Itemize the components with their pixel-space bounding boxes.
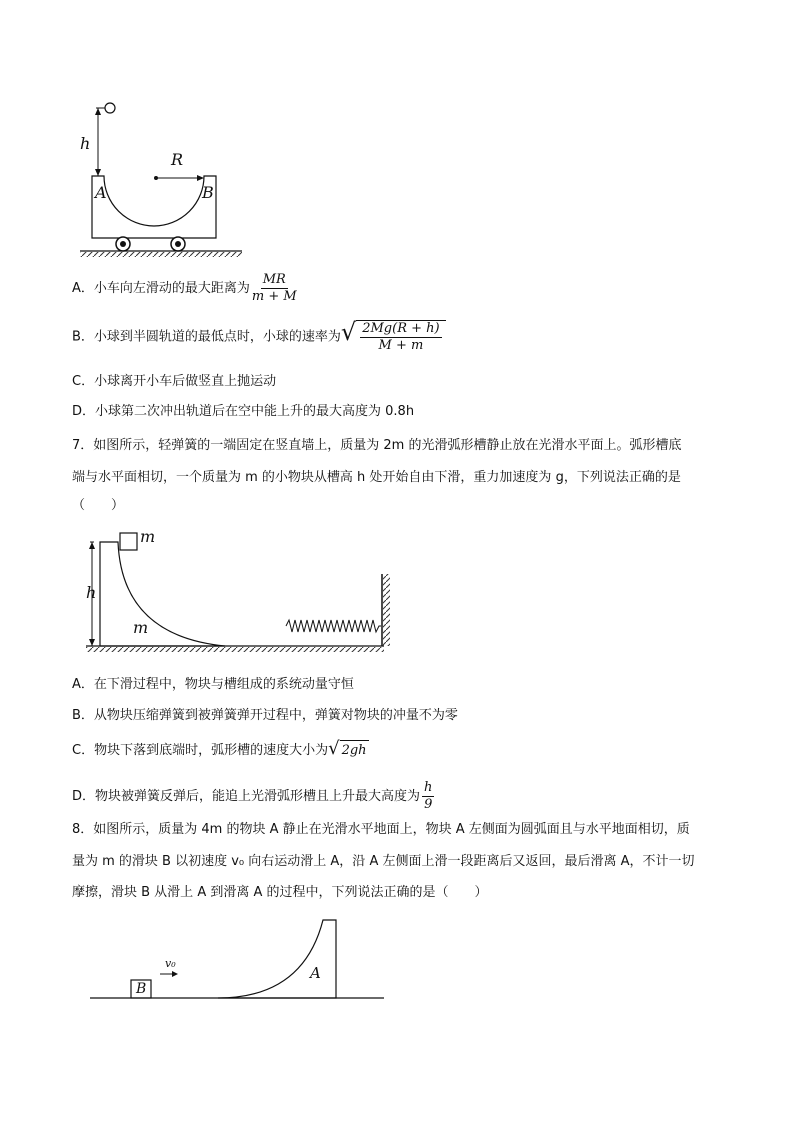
fraction-denominator: m + M — [251, 289, 297, 304]
ball — [105, 103, 115, 113]
block-m — [120, 533, 137, 550]
fig1-label-A: A — [95, 183, 107, 202]
fraction-denominator: 9 — [424, 797, 433, 812]
radical-sign: √ — [328, 738, 340, 759]
fraction-numerator: h — [424, 780, 433, 795]
q8-stem-line2: 量为 m 的滑块 B 以初速度 v₀ 向右运动滑上 A，沿 A 左侧面上滑一段距离后又返回，最后滑离 A，不计一切 — [72, 854, 695, 869]
q7-stem-line1: 7．如图所示，轻弹簧的一端固定在竖直墙上，质量为 2m 的光滑弧形槽静止放在光滑水平面上。弧形槽底 — [72, 438, 682, 453]
q7-option-c-text: C．物块下落到底端时，弧形槽的速度大小为 — [72, 743, 329, 758]
fraction-denominator: M + m — [378, 338, 424, 353]
radical-sign: √ — [340, 318, 357, 346]
figure-slot-spring — [80, 528, 410, 658]
q7-option-a: A．在下滑过程中，物块与槽组成的系统动量守恒 — [72, 677, 354, 692]
q7-option-c — [72, 740, 369, 761]
fig1-label-R: R — [171, 150, 184, 169]
fig2-label-h: h — [86, 583, 97, 602]
q8-stem-line3: 摩擦，滑块 B 从滑上 A 到滑离 A 的过程中，下列说法正确的是（ ） — [72, 885, 488, 900]
fraction — [422, 780, 434, 813]
fig3-label-v0: v₀ — [165, 957, 176, 970]
q8-stem-line1: 8．如图所示，质量为 4m 的物块 A 静止在光滑水平地面上，物块 A 左侧面为圆弧面且与水平地面相切，质 — [72, 822, 690, 837]
fig2-label-m-slot: m — [133, 618, 149, 637]
fig2-label-m-block: m — [140, 527, 156, 546]
q7-option-d — [72, 780, 436, 813]
sqrt — [341, 320, 446, 354]
q7-stem-line2: 端与水平面相切，一个质量为 m 的小物块从槽高 h 处开始自由下滑，重力加速度为 g，下列说法正确的是 — [72, 470, 681, 485]
figure-cart-semicircle — [76, 100, 246, 260]
q7-option-d-text: D．物块被弹簧反弹后，能追上光滑弧形槽且上升最大高度为 — [72, 789, 421, 804]
fraction — [360, 321, 441, 354]
sqrt — [328, 740, 368, 761]
q6-option-b-text: B．小球到半圆轨道的最低点时，小球的速率为 — [72, 329, 341, 345]
q6-option-a — [72, 272, 299, 305]
q6-option-c: C．小球离开小车后做竖直上抛运动 — [72, 374, 277, 389]
fraction — [252, 272, 297, 305]
figure-block-curved — [88, 914, 388, 1004]
fig1-label-h: h — [80, 134, 91, 153]
q7-stem-line3: （ ） — [72, 498, 125, 513]
q6-option-d: D．小球第二次冲出轨道后在空中能上升的最大高度为 0.8h — [72, 404, 415, 419]
fraction-numerator: 2Mg(R + h) — [362, 321, 440, 336]
radicand: 2gh — [340, 740, 369, 761]
q7-option-b: B．从物块压缩弹簧到被弹簧弹开过程中，弹簧对物块的冲量不为零 — [72, 708, 458, 723]
q6-option-a-text: A．小车向左滑动的最大距离为 — [72, 281, 250, 296]
fig3-label-A: A — [310, 964, 321, 982]
fraction-numerator: MR — [262, 272, 286, 287]
fig1-label-B: B — [202, 183, 214, 202]
fig3-label-B: B — [136, 981, 147, 997]
q6-option-b — [72, 320, 446, 354]
